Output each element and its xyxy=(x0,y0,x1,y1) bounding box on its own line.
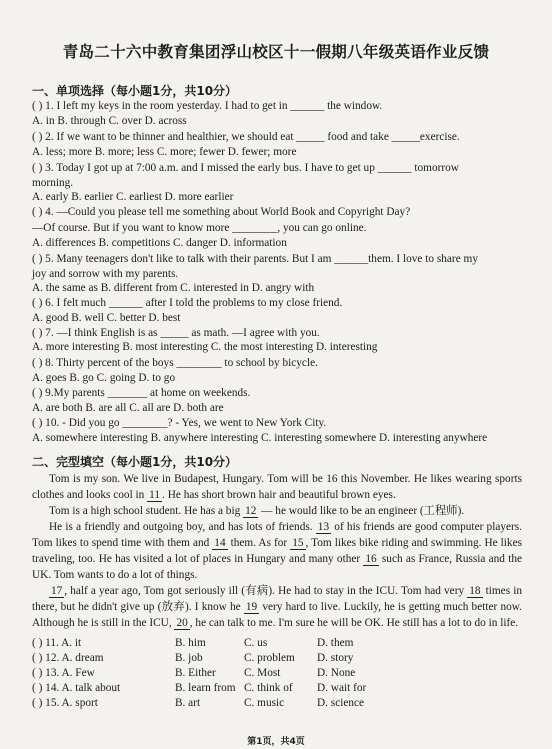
cloze-text: . He has short brown hair and beautiful brown eyes. xyxy=(162,489,396,502)
option-num: ( ) 14. A. talk about xyxy=(32,682,121,694)
answer-choices-line: A. the same as B. different from C. interested in D. angry with xyxy=(32,282,315,294)
question-line: ( ) 9.My parents _______ at home on weekends. xyxy=(32,387,251,399)
option-c: C. Most xyxy=(244,667,281,679)
cloze-text: Tom is a high school student. He has a big xyxy=(49,505,244,517)
cloze-text: Tom is my son. We live in Budapest, Hungary. Tom will be 16 this November. He likes wearing sports clothes and looks cool in xyxy=(32,473,522,502)
option-d: D. story xyxy=(317,652,354,664)
answer-choices-line: A. somewhere interesting B. anywhere interesting C. interesting somewhere D. interesting anywhere xyxy=(32,432,488,444)
cloze-blank-number: 12 xyxy=(245,505,257,517)
cloze-paragraph-2 xyxy=(32,503,522,519)
answer-choices-line: —Of course. But if you want to know more ________, you can go online. xyxy=(32,222,367,234)
cloze-blank-number: 15 xyxy=(292,537,304,550)
option-d: D. None xyxy=(317,667,356,679)
option-d: D. them xyxy=(317,637,354,649)
answer-choices-line: A. in B. through C. over D. across xyxy=(32,115,187,127)
section2-heading: 二、完型填空（每小题1分，共10分） xyxy=(32,455,238,469)
cloze-blank-number: 13 xyxy=(317,521,330,533)
question-line: ( ) 2. If we want to be thinner and healthier, we should eat _____ food and take _____exercise. xyxy=(32,131,460,143)
answer-choices-line: A. early B. earlier C. earliest D. more earlier xyxy=(32,191,234,203)
cloze-blank-number: 16 xyxy=(365,553,377,566)
cloze-paragraph-4 xyxy=(32,583,522,631)
answer-choices-line: A. differences B. competitions C. danger D. information xyxy=(32,237,287,249)
question-line: ( ) 8. Thirty percent of the boys ________ to school by bicycle. xyxy=(32,357,318,369)
cloze-paragraph-1 xyxy=(32,471,522,503)
question-line: ( ) 1. I left my keys in the room yesterday. I had to get in ______ the window. xyxy=(32,100,383,112)
cloze-text: , half a year ago, Tom got seriously ill (有病). He had to stay in the ICU. Tom had very xyxy=(64,585,468,597)
question-line: ( ) 5. Many teenagers don't like to talk with their parents. But I am ______them. I love to share my xyxy=(32,253,478,265)
option-num: ( ) 13. A. Few xyxy=(32,667,95,679)
option-c: C. music xyxy=(244,697,285,709)
answer-choices-line: joy and sorrow with my parents. xyxy=(32,268,179,280)
option-num: ( ) 11. A. it xyxy=(32,637,82,649)
answer-choices-line: A. more interesting B. most interesting C. the most interesting D. interesting xyxy=(32,341,378,353)
answer-choices-line: A. are both B. are all C. all are D. both are xyxy=(32,402,224,414)
cloze-text: times in there, but he didn't give up (放弃). I know he xyxy=(32,585,522,614)
cloze-text: He is a friendly and outgoing boy, and has lots of friends. xyxy=(49,521,316,533)
cloze-text: of his friends are good computer players. Tom likes to spend time with them and xyxy=(32,521,523,550)
question-line: ( ) 3. Today I got up at 7:00 a.m. and I missed the early bus. I have to get up ______ tomorrow xyxy=(32,162,459,174)
cloze-blank-number: 11 xyxy=(149,489,161,502)
question-line: ( ) 4. —Could you please tell me something about World Book and Copyright Day? xyxy=(32,206,411,218)
section1-heading: 一、单项选择（每小题1分，共10分） xyxy=(32,84,238,98)
cloze-blank-number: 14 xyxy=(214,537,226,550)
cloze-blank-number: 18 xyxy=(469,585,481,597)
question-line: ( ) 7. —I think English is as _____ as math. —I agree with you. xyxy=(32,327,320,339)
question-line: ( ) 6. I felt much ______ after I told the problems to my close friend. xyxy=(32,297,343,309)
option-c: C. problem xyxy=(244,652,295,664)
option-num: ( ) 12. A. dream xyxy=(32,652,104,664)
cloze-paragraph-3 xyxy=(32,519,522,583)
option-b: B. learn from xyxy=(175,682,236,694)
option-b: B. him xyxy=(175,637,206,649)
option-c: C. us xyxy=(244,637,268,649)
cloze-text: such as France, Russia and the UK. Tom wants to do a lot of things. xyxy=(32,553,522,582)
cloze-text: very hard to live. Luckily, he is getting much better now. Although he is still in the ICU, xyxy=(32,601,522,630)
cloze-blank-number: 20 xyxy=(176,617,188,630)
question-line: ( ) 10. - Did you go ________? - Yes, we went to New York City. xyxy=(32,417,327,429)
answer-choices-line: A. good B. well C. better D. best xyxy=(32,312,181,324)
option-d: D. wait for xyxy=(317,682,367,694)
option-num: ( ) 15. A. sport xyxy=(32,697,98,709)
cloze-blank-number: 19 xyxy=(245,601,258,614)
answer-choices-line: morning. xyxy=(32,177,74,189)
answer-choices-line: A. goes B. go C. going D. to go xyxy=(32,372,176,384)
option-b: B. Either xyxy=(175,667,216,679)
answer-choices-line: A. less; more B. more; less C. more; fewer D. fewer; more xyxy=(32,146,297,158)
cloze-text: — he would like to be an engineer (工程师). xyxy=(258,505,465,517)
cloze-text: , Tom likes bike riding and swimming. He likes traveling, too. He has visited a lot of places in Hungary and many other xyxy=(32,537,522,566)
cloze-text: , he can talk to me. I'm sure he will be OK. He still has a lot to do in life. xyxy=(189,617,519,630)
option-c: C. think of xyxy=(244,682,293,694)
option-d: D. science xyxy=(317,697,365,709)
page-title: 青岛二十六中教育集团浮山校区十一假期八年级英语作业反馈 xyxy=(62,43,490,61)
option-b: B. art xyxy=(175,697,201,709)
cloze-text: them. As for xyxy=(227,537,291,550)
option-b: B. job xyxy=(175,652,203,664)
page-footer: 第1页，共4页 xyxy=(247,737,305,747)
cloze-blank-number: 17 xyxy=(51,585,63,597)
